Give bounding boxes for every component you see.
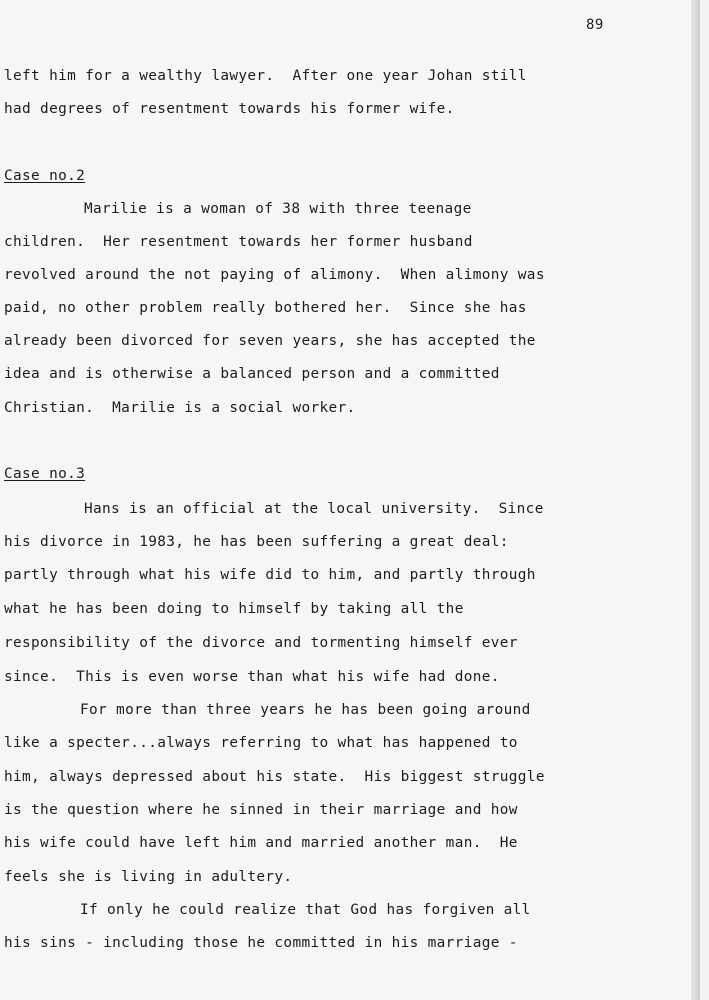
page-number: 89: [586, 17, 604, 33]
text-line: Marilie is a woman of 38 with three teenage: [84, 201, 472, 217]
text-line: responsibility of the divorce and tormenting himself ever: [4, 635, 518, 651]
text-line: partly through what his wife did to him, and partly through: [4, 567, 536, 583]
text-line: is the question where he sinned in their marriage and how: [4, 802, 518, 818]
text-line: If only he could realize that God has forgiven all: [80, 902, 531, 918]
text-line: Hans is an official at the local university. Since: [84, 501, 544, 517]
text-line: since. This is even worse than what his wife had done.: [4, 669, 500, 685]
text-line: already been divorced for seven years, she has accepted the: [4, 333, 536, 349]
text-line: revolved around the not paying of alimony. When alimony was: [4, 267, 545, 283]
text-line: him, always depressed about his state. His biggest struggle: [4, 769, 545, 785]
text-line: his wife could have left him and married another man. He: [4, 835, 518, 851]
text-line: his divorce in 1983, he has been suffering a great deal:: [4, 534, 509, 550]
case-2-heading: Case no.2: [4, 168, 86, 184]
text-line: feels she is living in adultery.: [4, 869, 293, 885]
text-line: Christian. Marilie is a social worker.: [4, 400, 356, 416]
text-line: what he has been doing to himself by taking all the: [4, 601, 464, 617]
text-line: his sins - including those he committed in his marriage -: [4, 935, 518, 951]
text-line: like a specter...always referring to what has happened to: [4, 735, 518, 751]
text-line: left him for a wealthy lawyer. After one year Johan still: [4, 68, 527, 84]
page-edge: [691, 0, 700, 1000]
text-line: For more than three years he has been going around: [80, 702, 531, 718]
text-line: idea and is otherwise a balanced person and a committed: [4, 366, 500, 382]
text-line: paid, no other problem really bothered her. Since she has: [4, 300, 527, 316]
case-3-heading: Case no.3: [4, 466, 86, 482]
text-line: had degrees of resentment towards his former wife.: [4, 101, 455, 117]
text-line: children. Her resentment towards her former husband: [4, 234, 473, 250]
